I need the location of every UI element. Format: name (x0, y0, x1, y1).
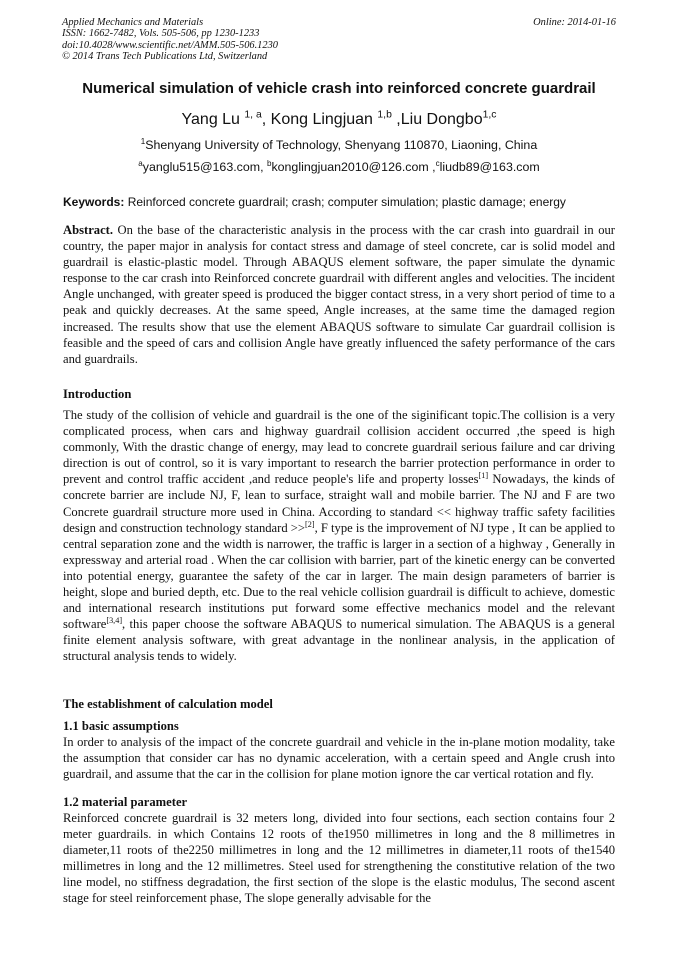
online-date: Online: 2014-01-16 (533, 17, 616, 28)
affiliation-sup: 1 (140, 136, 146, 146)
copyright-line: © 2014 Trans Tech Publications Ltd, Switzerland (62, 51, 268, 63)
author-affil-sup: 1, a (244, 109, 262, 121)
journal-header (62, 17, 616, 63)
author-affil-sup: 1,b (377, 109, 392, 121)
intro-text: , this paper choose the software ABAQUS to numerical simulation. The ABAQUS is a general finite element analysis software, with great advantage in the nonlinear analysis, in the application of structural analysis tends to widely. (63, 617, 615, 664)
citation: [2] (305, 519, 315, 529)
intro-text: The study of the collision of vehicle and guardrail is the one of the siginificant topic.The collision is a very complicated process, when cars and highway guardrail collision accident occurred ,the speed is high commonly, With the drastic change of energy, may lead to concrete guardrail serious failure and car driving direction is out of control, so it is vary important to research the barrier protection performance in order to prevent and control traffic accident ,and reduce people's life and property losses (63, 408, 615, 487)
author-name: Yang Lu (181, 111, 240, 128)
model-heading: The establishment of calculation model (63, 697, 273, 711)
email-list (0, 160, 678, 174)
author-name: ,Liu Dongbo (391, 111, 483, 128)
email-sup: a (138, 158, 143, 168)
abstract-text: On the base of the characteristic analysis in the process with the car crash into guardrail in our country, the paper major in analysis for contact stress and damage of steel concrete, car is solid model and guardrail is elastic-plastic model. Through ABAQUS element software, the paper simulate the dynamic response to the car crash into Reinforced concrete guardrail with different angles and velocities. The incident Angle unchanged, with greater speed is produced the bigger contact stress, in a very short period of time to a peak and quickly decreases. At the same speed, Angle increases, at the same time the damaged region increased. The results show that use the element ABAQUS software to simulate Car guardrail collision is feasible and the speed of cars and collision Angle have greatly influenced the safety performance of the cars and guardrails. (63, 223, 615, 366)
section-1-1-heading: 1.1 basic assumptions (63, 719, 179, 733)
introduction-paragraph (63, 407, 615, 665)
affiliation (0, 138, 678, 152)
keywords (63, 195, 623, 209)
abstract-label: Abstract. (63, 223, 114, 237)
journal-name: Applied Mechanics and Materials (62, 17, 204, 28)
paper-title: Numerical simulation of vehicle crash into reinforced concrete guardrail (82, 80, 596, 97)
intro-text: Nowadays, the kinds of concrete barrier are include NJ, F, lean to surface, straight wall and mobile barrier. The NJ and F are two Concrete guardrail structure more used in China. According to standard << highway traffic safety facilities design and construction technology standard >> (63, 472, 615, 535)
email: yanglu515@163.com, (142, 160, 267, 174)
doi-line: doi:10.4028/www.scientific.net/AMM.505-506.1230 (62, 39, 278, 51)
email: liudb89@163.com (439, 160, 540, 174)
author-list (0, 111, 678, 129)
issn-line: ISSN: 1662-7482, Vols. 505-506, pp 1230-1233 (62, 28, 260, 40)
section-1-2-heading: 1.2 material parameter (63, 795, 188, 809)
email: konglingjuan2010@126.com , (271, 160, 436, 174)
abstract (63, 222, 615, 367)
citation: [1] (478, 471, 489, 481)
intro-text: , F type is the improvement of NJ type , It can be applied to central separation zone and the width is narrower, the traffic is larger in a section of a highway , Generally in expressway and arterial road . When the car collision with barrier, part of the kinetic energy can be converted into potential energy, guarantee the safety of the car in larger. The main design parameters of barrier is height, slope and buried depth, etc. Due to the real vehicle collision guardrail is difficult to achieve, domestic and international research institutions put forward some effective mechanics model and the relevant software (63, 520, 615, 632)
email-sup: c (435, 158, 440, 168)
affiliation-text: Shenyang University of Technology, Shenyang 110870, Liaoning, China (145, 138, 538, 152)
keywords-text: Reinforced concrete guardrail; crash; computer simulation; plastic damage; energy (124, 195, 566, 209)
author-affil-sup: 1,c (482, 109, 497, 121)
email-sup: b (266, 158, 272, 168)
citation: [3,4] (106, 616, 123, 626)
introduction-heading: Introduction (63, 387, 132, 401)
section-1-2-text: Reinforced concrete guardrail is 32 meters long, divided into four sections, each section contains four 2 meter guardrails. in which Contains 12 roots of the1950 millimetres in long and the 8 millimetres in diameter,11 roots of the2250 millimetres in long and the 12 millimetres in diameter,11 roots of the1540 millimetres in long and the 12 millimetres. Steel used for strengthening the constitutive relation of the two line model, no stiffness degradation, the first section of the slope is the elastic modulus, The second ascent stage for steel reinforcement phase, The slope generally advisable for the (63, 811, 615, 906)
section-1-1-text: In order to analysis of the impact of the concrete guardrail and vehicle in the in-plane motion modality, take the assumption that consider car has no dynamic acceleration, with a certain speed and Angle crush into guardrail, and assume that the car in the collision for plane motion ignore the car vertical rotation and fly. (63, 735, 615, 782)
author-name: , Kong Lingjuan (261, 111, 373, 128)
keywords-label: Keywords: (63, 195, 125, 209)
